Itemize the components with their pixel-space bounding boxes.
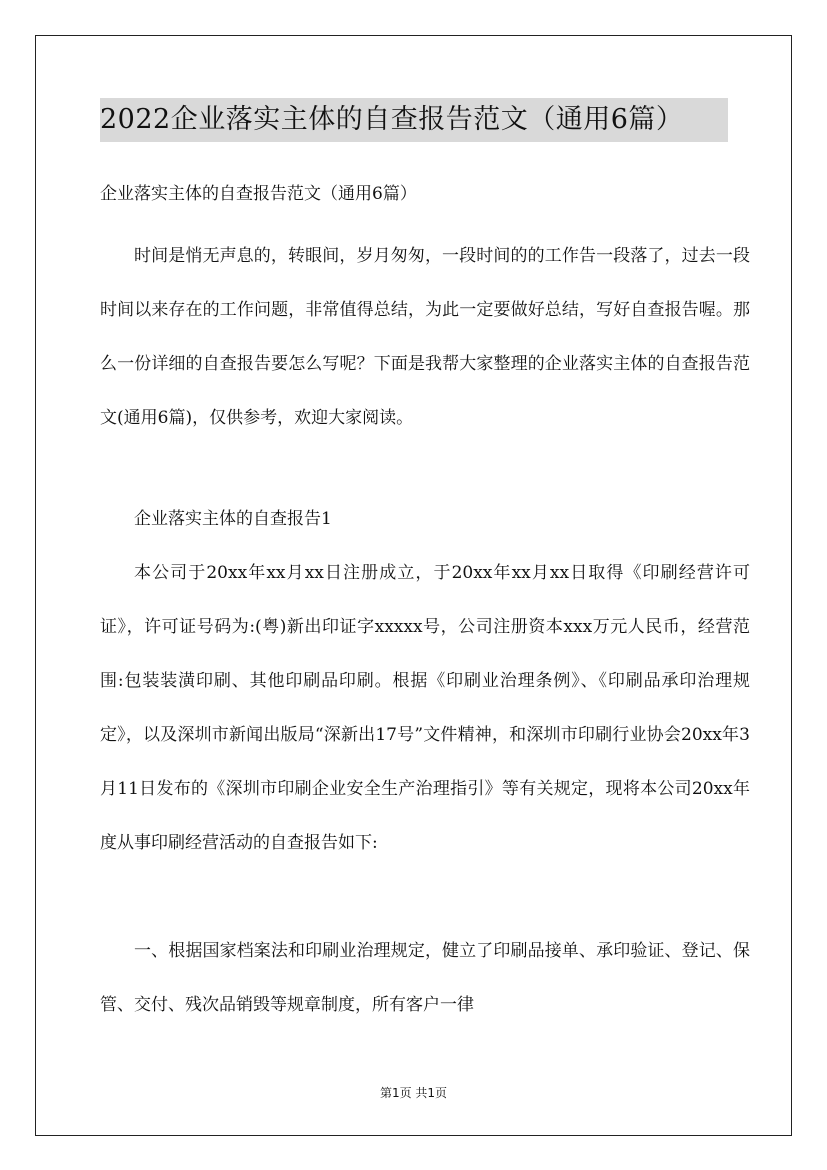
document-subtitle: 企业落实主体的自查报告范文（通用6篇） [100,184,417,204]
document-title: 2022企业落实主体的自查报告范文（通用6篇） [100,98,728,142]
body-paragraph: 本公司于20xx年xx月xx日注册成立，于20xx年xx月xx日取得《印刷经营许可证》，许可证号码为:(粤)新出印证字xxxxx号，公司注册资本xxx万元人民币，经营范围:包装装潢印刷、其他印刷品印刷。根据《印刷业治理条例》、《印刷品承印治理规定》，以及深圳市新闻出版局“深新出17号”文件精神，和深圳市印刷行业协会20xx年3月11日发布的《深圳市印刷企业安全生产治理指引》等有关规定，现将本公司20xx年度从事印刷经营活动的自查报告如下: [100,563,750,853]
body-paragraph: 一、根据国家档案法和印刷业治理规定，健立了印刷品接单、承印验证、登记、保管、交付、残次品销毁等规章制度，所有客户一律 [100,941,750,1015]
intro-paragraph: 时间是悄无声息的，转眼间，岁月匆匆，一段时间的的工作告一段落了，过去一段时间以来存在的工作问题，非常值得总结，为此一定要做好总结，写好自查报告喔。那么一份详细的自查报告要怎么写呢？下面是我帮大家整理的企业落实主体的自查报告范文(通用6篇)，仅供参考，欢迎大家阅读。 [100,246,750,428]
page-footer: 第1页 共1页 [379,1086,448,1100]
section-heading: 企业落实主体的自查报告1 [134,509,332,529]
